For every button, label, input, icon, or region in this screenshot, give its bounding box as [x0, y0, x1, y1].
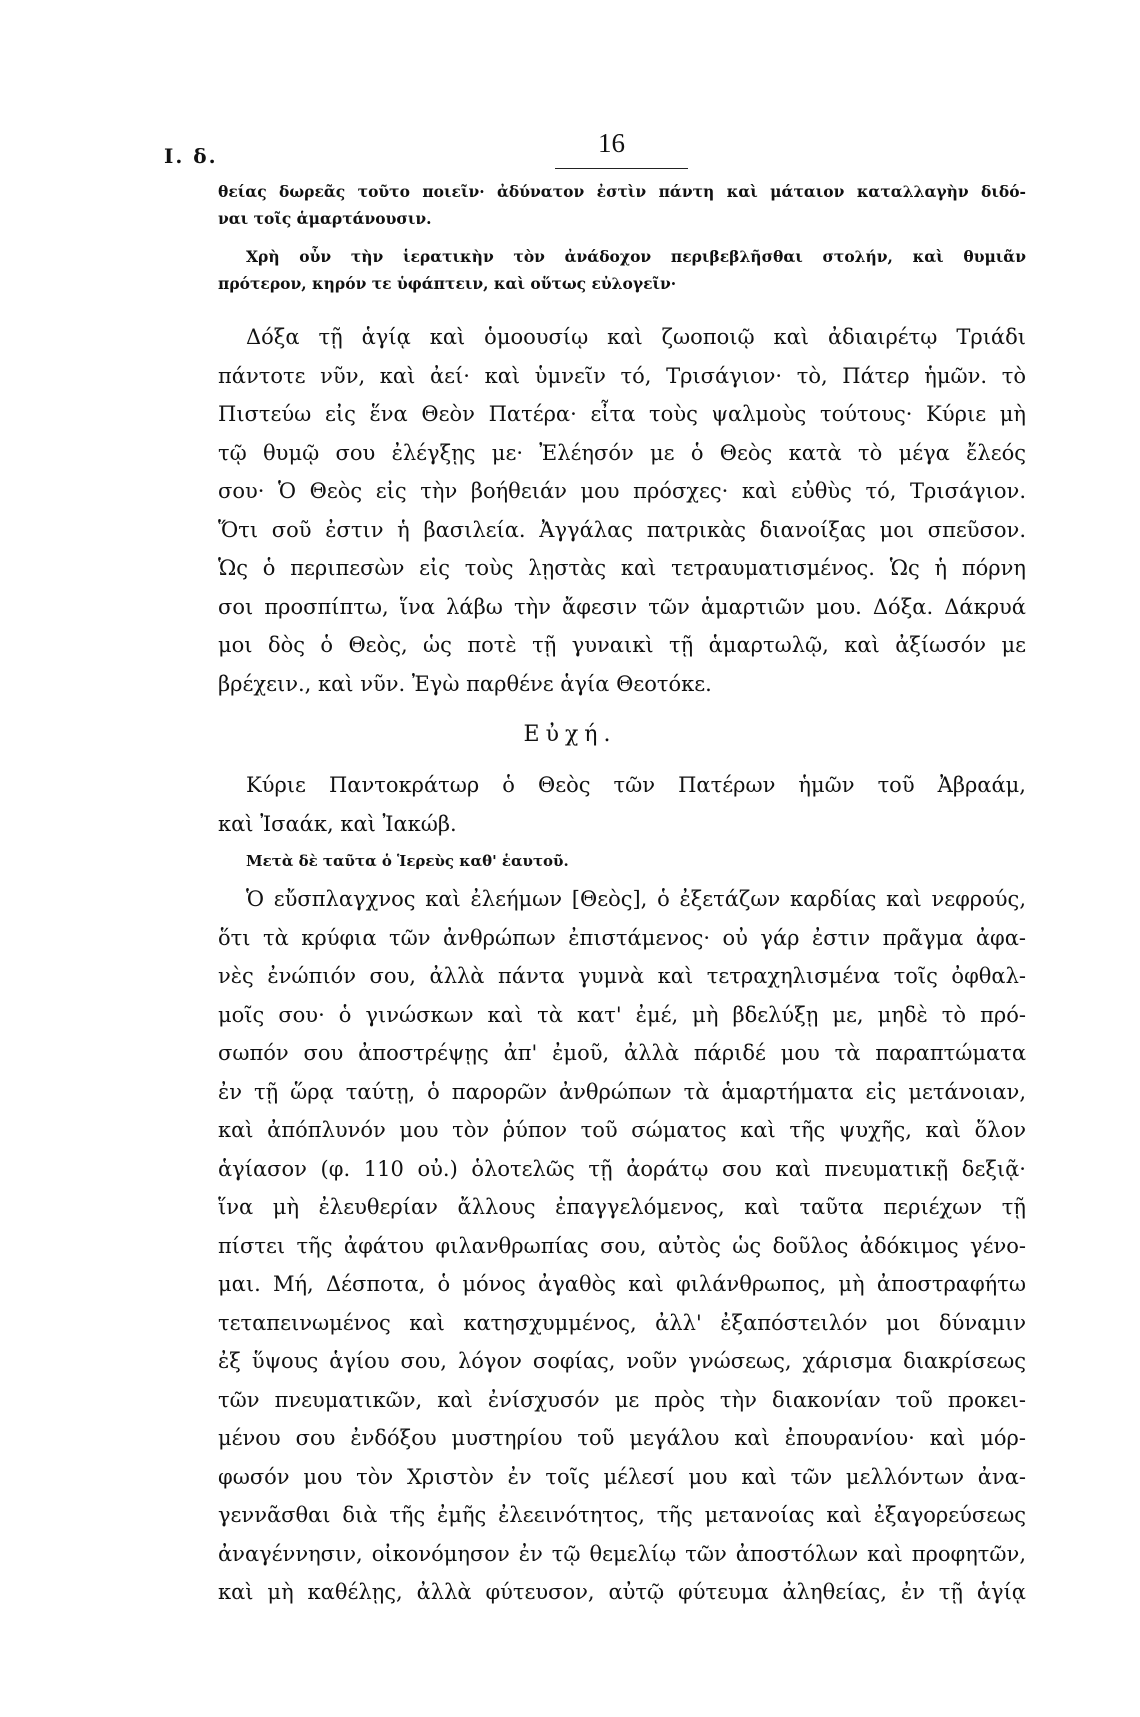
- rubric-line: Μετὰ δὲ ταῦτα ὁ Ἱερεὺς καθ' ἑαυτοῦ.: [246, 852, 569, 870]
- text-line: τεταπεινωμένος καὶ κατησχυμμένος, ἀλλ' ἐξαπόστειλόν μοι δύναμιν: [218, 1310, 1026, 1335]
- text-line: νὲς ἐνώπιόν σου, ἀλλὰ πάντα γυμνὰ καὶ τετραχηλισμένα τοῖς ὀφθαλ-: [218, 964, 1026, 988]
- text-line: Ὅτι σοῦ ἐστιν ἡ βασιλεία. Ἀγγάλας πατρικὰς διανοίξας μοι σπεῦσον.: [218, 517, 1026, 542]
- text-line: Ὁ εὔσπλαγχνος καὶ ἐλεήμων [Θεὸς], ὁ ἐξετάζων καρδίας καὶ νεφρούς,: [246, 887, 1026, 911]
- text-line: σου· Ὁ Θεὸς εἰς τὴν βοήθειάν μου πρόσχες· καὶ εὐθὺς τό, Τρισάγιον.: [218, 479, 1026, 503]
- text-line: φωσόν μου τὸν Χριστὸν ἐν τοῖς μέλεσί μου καὶ τῶν μελλόντων ἀνα-: [218, 1464, 1026, 1489]
- prayer-heading: Εὐχή.: [523, 722, 617, 747]
- text-line: ἵνα μὴ ἐλευθερίαν ἄλλους ἐπαγγελόμενος, καὶ ταῦτα περιέχων τῇ: [218, 1195, 1026, 1219]
- text-line: σοι προσπίπτω, ἵνα λάβω τὴν ἄφεσιν τῶν ἁμαρτιῶν μου. Δόξα. Δάκρυά: [218, 594, 1026, 619]
- text-line: ἁγίασον (φ. 110 οὐ.) ὁλοτελῶς τῇ ἀοράτῳ σου καὶ πνευματικῇ δεξιᾷ·: [218, 1156, 1026, 1181]
- text-line: ἐν τῇ ὥρᾳ ταύτῃ, ὁ παρορῶν ἀνθρώπων τὰ ἁμαρτήματα εἰς μετάνοιαν,: [218, 1079, 1026, 1104]
- text-line: σωπόν σου ἀποστρέψῃς ἀπ' ἐμοῦ, ἀλλὰ πάριδέ μου τὰ παραπτώματα: [218, 1041, 1026, 1065]
- second-paragraph: [218, 243, 1026, 297]
- text-line: Χρὴ οὖν τὴν ἱερατικὴν τὸν ἀνάδοχον περιβεβλῆσθαι στολήν, καὶ θυμιᾶν: [246, 247, 1026, 266]
- invocation-paragraph: [218, 766, 1026, 843]
- text-line: γεννᾶσθαι διὰ τῆς ἐμῆς ἐλεεινότητος, τῆς μετανοίας καὶ ἐξαγορεύσεως: [218, 1503, 1026, 1527]
- doxa-paragraph: [218, 318, 1026, 703]
- text-line: Πιστεύω εἰς ἕνα Θεὸν Πατέρα· εἶτα τοὺς ψαλμοὺς τούτους· Κύριε μὴ: [218, 402, 1026, 426]
- text-line: καὶ ἀπόπλυνόν μου τὸν ῥύπον τοῦ σώματος καὶ τῆς ψυχῆς, καὶ ὅλον: [218, 1118, 1026, 1142]
- text-line: τῶν πνευματικῶν, καὶ ἐνίσχυσόν με πρὸς τὴν διακονίαν τοῦ προκει-: [218, 1387, 1026, 1412]
- text-line: ἐξ ὕψους ἁγίου σου, λόγον σοφίας, νοῦν γνώσεως, χάρισμα διακρίσεως: [218, 1349, 1026, 1373]
- text-line: θείας δωρεᾶς τοῦτο ποιεῖν· ἀδύνατον ἐστὶν πάντη καὶ μάταιον καταλλαγὴν διδό-: [218, 182, 1026, 201]
- page-number-rule: [555, 168, 688, 169]
- text-line: ὅτι τὰ κρύφια τῶν ἀνθρώπων ἐπιστάμενος· οὐ γάρ ἐστιν πρᾶγμα ἀφα-: [218, 925, 1026, 950]
- text-line: Κύριε Παντοκράτωρ ὁ Θεὸς τῶν Πατέρων ἡμῶν τοῦ Ἀβραάμ,: [246, 773, 1026, 797]
- text-line: καὶ μὴ καθέλῃς, ἀλλὰ φύτευσον, αὐτῷ φύτευμα ἀληθείας, ἐν τῇ ἁγίᾳ: [218, 1580, 1026, 1604]
- text-line: μοῖς σου· ὁ γινώσκων καὶ τὰ κατ' ἐμέ, μὴ βδελύξῃ με, μηδὲ τὸ πρό-: [218, 1002, 1026, 1027]
- text-line: πίστει τῆς ἀφάτου φιλανθρωπίας σου, αὐτὸς ὡς δοῦλος ἀδόκιμος γένο-: [218, 1233, 1026, 1258]
- top-paragraph: [218, 178, 1026, 232]
- text-line: πρότερον, κηρόν τε ὑφάπτειν, καὶ οὕτως εὐλογεῖν·: [218, 274, 677, 293]
- prayer-paragraph: [218, 880, 1026, 1612]
- sheet-signature-mark: I. δ.: [164, 144, 218, 168]
- text-line: καὶ Ἰσαάκ, καὶ Ἰακώβ.: [218, 811, 457, 836]
- text-line: Ὡς ὁ περιπεσὼν εἰς τοὺς λῃστὰς καὶ τετραυματισμένος. Ὡς ἡ πόρνη: [218, 556, 1026, 580]
- text-line: ναι τοῖς ἁμαρτάνουσιν.: [218, 209, 432, 228]
- page-number: 16: [598, 128, 625, 158]
- text-line: μένου σου ἐνδόξου μυστηρίου τοῦ μεγάλου καὶ ἐπουρανίου· καὶ μόρ-: [218, 1426, 1026, 1450]
- text-line: τῷ θυμῷ σου ἐλέγξῃς με· Ἐλέησόν με ὁ Θεὸς κατὰ τὸ μέγα ἔλεός: [218, 440, 1026, 465]
- text-line: ἀναγέννησιν, οἰκονόμησον ἐν τῷ θεμελίῳ τῶν ἀποστόλων καὶ προφητῶν,: [218, 1541, 1026, 1566]
- text-line: μαι. Μή, Δέσποτα, ὁ μόνος ἀγαθὸς καὶ φιλάνθρωπος, μὴ ἀποστραφήτω: [218, 1272, 1026, 1296]
- text-line: Δόξα τῇ ἁγίᾳ καὶ ὁμοουσίῳ καὶ ζωοποιῷ καὶ ἀδιαιρέτῳ Τριάδι: [246, 325, 1026, 349]
- text-line: βρέχειν., καὶ νῦν. Ἐγὼ παρθένε ἁγία Θεοτόκε.: [218, 671, 712, 696]
- text-line: μοι δὸς ὁ Θεὸς, ὡς ποτὲ τῇ γυναικὶ τῇ ἁμαρτωλῷ, καὶ ἀξίωσόν με: [218, 633, 1026, 657]
- text-line: πάντοτε νῦν, καὶ ἀεί· καὶ ὑμνεῖν τό, Τρισάγιον· τὸ, Πάτερ ἡμῶν. τὸ: [218, 363, 1026, 388]
